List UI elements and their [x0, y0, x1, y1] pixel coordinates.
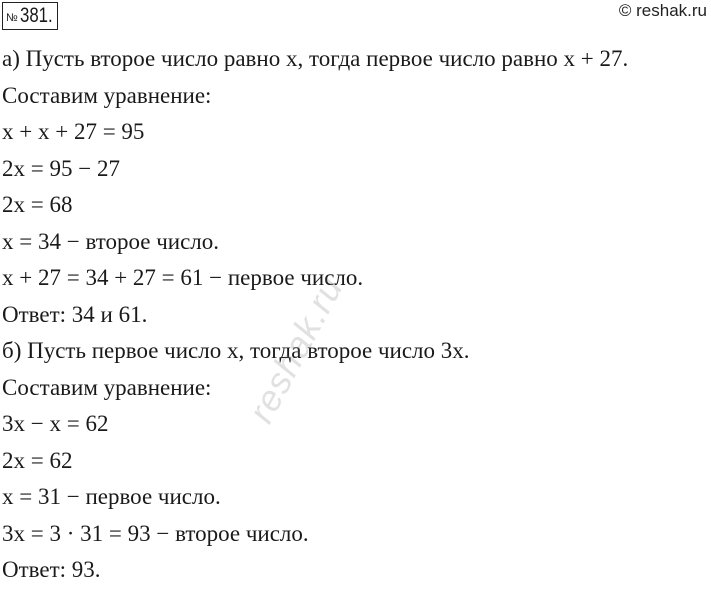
- part-b-step-3: 3x = 3 · 31 = 93 − второе число.: [2, 520, 309, 546]
- part-b-answer: Ответ: 93.: [2, 557, 101, 582]
- source-credit: © reshak.ru: [618, 1, 707, 20]
- part-a-intro: а) Пусть второе число равно x, тогда первое число равно x + 27.: [2, 46, 629, 71]
- part-a-equation-heading: Составим уравнение:: [2, 82, 212, 108]
- part-a-answer: Ответ: 34 и 61.: [2, 301, 148, 327]
- part-b-equation-heading: Составим уравнение:: [2, 374, 212, 400]
- part-b-equation: 3x − x = 62: [2, 411, 109, 436]
- part-b-intro: б) Пусть первое число x, тогда второе число 3x.: [2, 338, 470, 363]
- part-b-step-1: 2x = 62: [2, 447, 73, 473]
- part-a-step-3: x = 34 − второе число.: [2, 228, 220, 254]
- watermark: reshak.ru: [240, 269, 351, 430]
- number-sign: №: [6, 12, 18, 24]
- part-b-step-2: x = 31 − первое число.: [2, 484, 221, 509]
- part-a-step-1: 2x = 95 − 27: [2, 155, 120, 181]
- task-number-badge: [2, 2, 58, 30]
- part-a-equation: x + x + 27 = 95: [2, 119, 145, 144]
- header: [0, 0, 711, 36]
- task-number: 381.: [19, 4, 53, 27]
- solution-content: [0, 44, 711, 592]
- part-a-step-2: 2x = 68: [2, 192, 73, 217]
- part-a-step-4: x + 27 = 34 + 27 = 61 − первое число.: [2, 265, 364, 290]
